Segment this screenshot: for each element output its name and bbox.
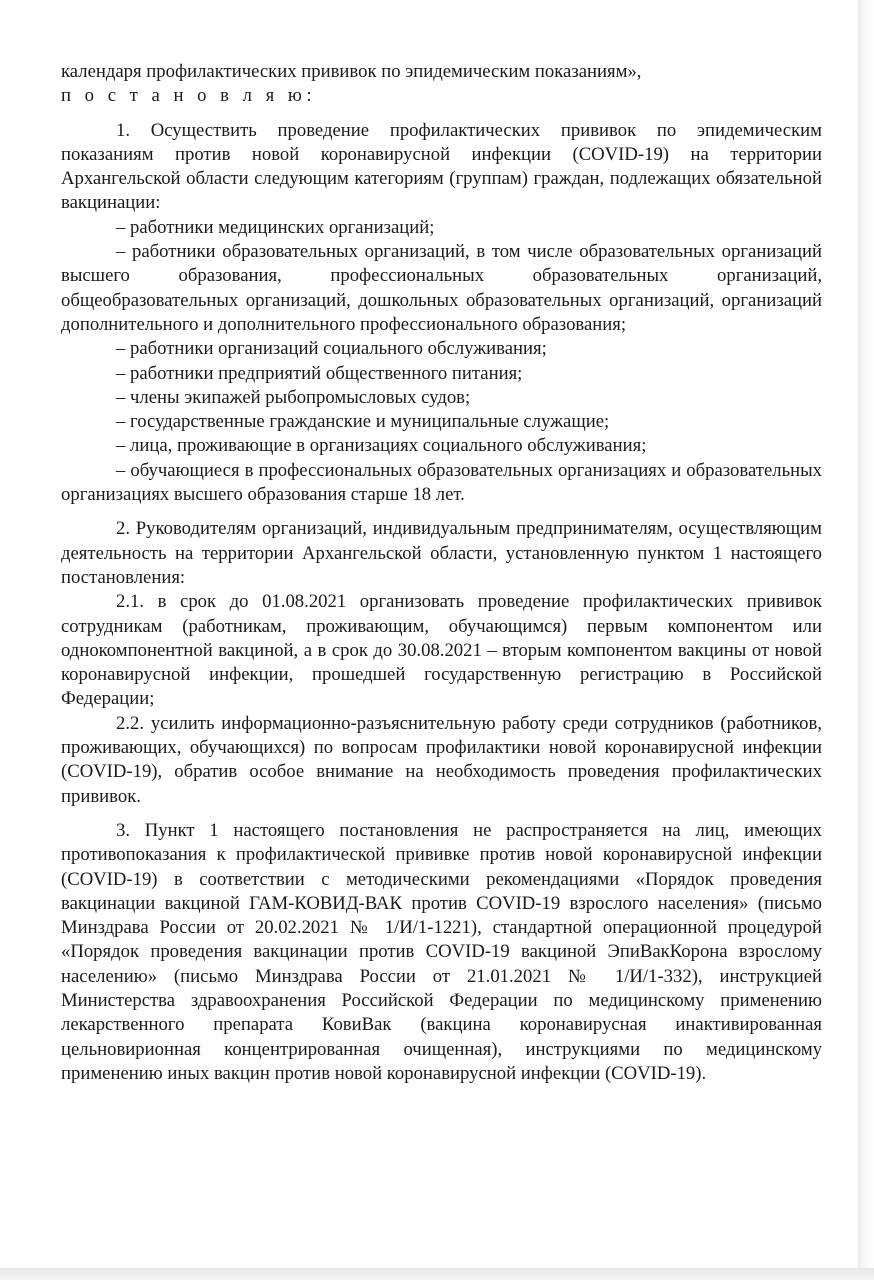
page-bottom-edge — [0, 1268, 874, 1280]
page-right-edge — [858, 0, 874, 1280]
list-item-social-service: – работники организаций социального обслуживания; — [116, 338, 547, 360]
paragraph-item-2-2: 2.2. усилить информационно-разъяснительную работу среди сотрудников (работников, проживающих, обучающихся) по вопросам профилактики новой коронавирусной инфекции (COVID-19), обратив особое внимание на необходимость проведения профилактических прививок. — [61, 712, 822, 807]
list-item-students: – обучающиеся в профессиональных образовательных организациях и образовательных организациях высшего образования старше 18 лет. — [61, 459, 822, 506]
paragraph-item-2-1: 2.1. в срок до 01.08.2021 организовать проведение профилактических прививок сотрудникам (работникам, проживающим, обучающимся) первым компонентом или однокомпонентной вакциной, а в срок до 30.08.2021 – вторым компонентом вакцины от новой коронавирусной инфекции, прошедшей государственную регистрацию в Российской Федерации; — [61, 591, 822, 710]
document-body — [61, 60, 822, 1086]
paragraph-calendar-tail: календаря профилактических прививок по эпидемическим показаниям», — [61, 61, 642, 82]
list-item-catering: – работники предприятий общественного питания; — [116, 362, 523, 384]
paragraph-item-2: 2. Руководителям организаций, индивидуальным предпринимателям, осуществляющим деятельность на территории Архангельской области, установленную пунктом 1 настоящего постановления: — [61, 518, 822, 588]
list-item-education: – работники образовательных организаций, в том числе образовательных организаций высшего образования, профессиональных образовательных организаций, общеобразовательных организаций, дошкольных образовательных организаций, организаций дополнительного и дополнительного профессионального образования; — [61, 241, 822, 335]
paragraph-item-1: 1. Осуществить проведение профилактических прививок по эпидемическим показаниям против новой коронавирусной инфекции (COVID-19) на территории Архангельской области следующим категориям (группам) граждан, подлежащих обязательной вакцинации: — [61, 119, 822, 214]
paragraph-item-3: 3. Пункт 1 настоящего постановления не распространяется на лиц, имеющих противопоказания к профилактической прививке против новой коронавирусной инфекции (COVID-19) в соответствии с методическими рекомендациями «Порядок проведения вакцинации вакциной ГАМ-КОВИД-ВАК против COVID-19 взрослого населения» (письмо Минздрава России от 20.02.2021 № 1/И/1-1221), стандартной операционной процедурой «Порядок проведения вакцинации против COVID-19 вакциной ЭпиВакКорона взрослому населению» (письмо Минздрава России от 21.01.2021 № 1/И/1-332), инструкцией Министерства здравоохранения Российской Федерации по медицинскому применению лекарственного препарата КовиВак (вакцина коронавирусная инактивированная цельновирионная концентрированная очищенная), инструкциями по медицинскому применению иных вакцин против новой коронавирусной инфекции (COVID-19). — [61, 819, 822, 1084]
list-item-civil-servants: – государственные гражданские и муниципальные служащие; — [116, 411, 610, 433]
list-item-medical: – работники медицинских организаций; — [116, 216, 435, 238]
list-item-fishing-crews: – члены экипажей рыбопромысловых судов; — [116, 386, 471, 408]
list-item-residents: – лица, проживающие в организациях социального обслуживания; — [116, 435, 647, 457]
paragraph-resolve: п о с т а н о в л я ю: — [61, 85, 317, 107]
